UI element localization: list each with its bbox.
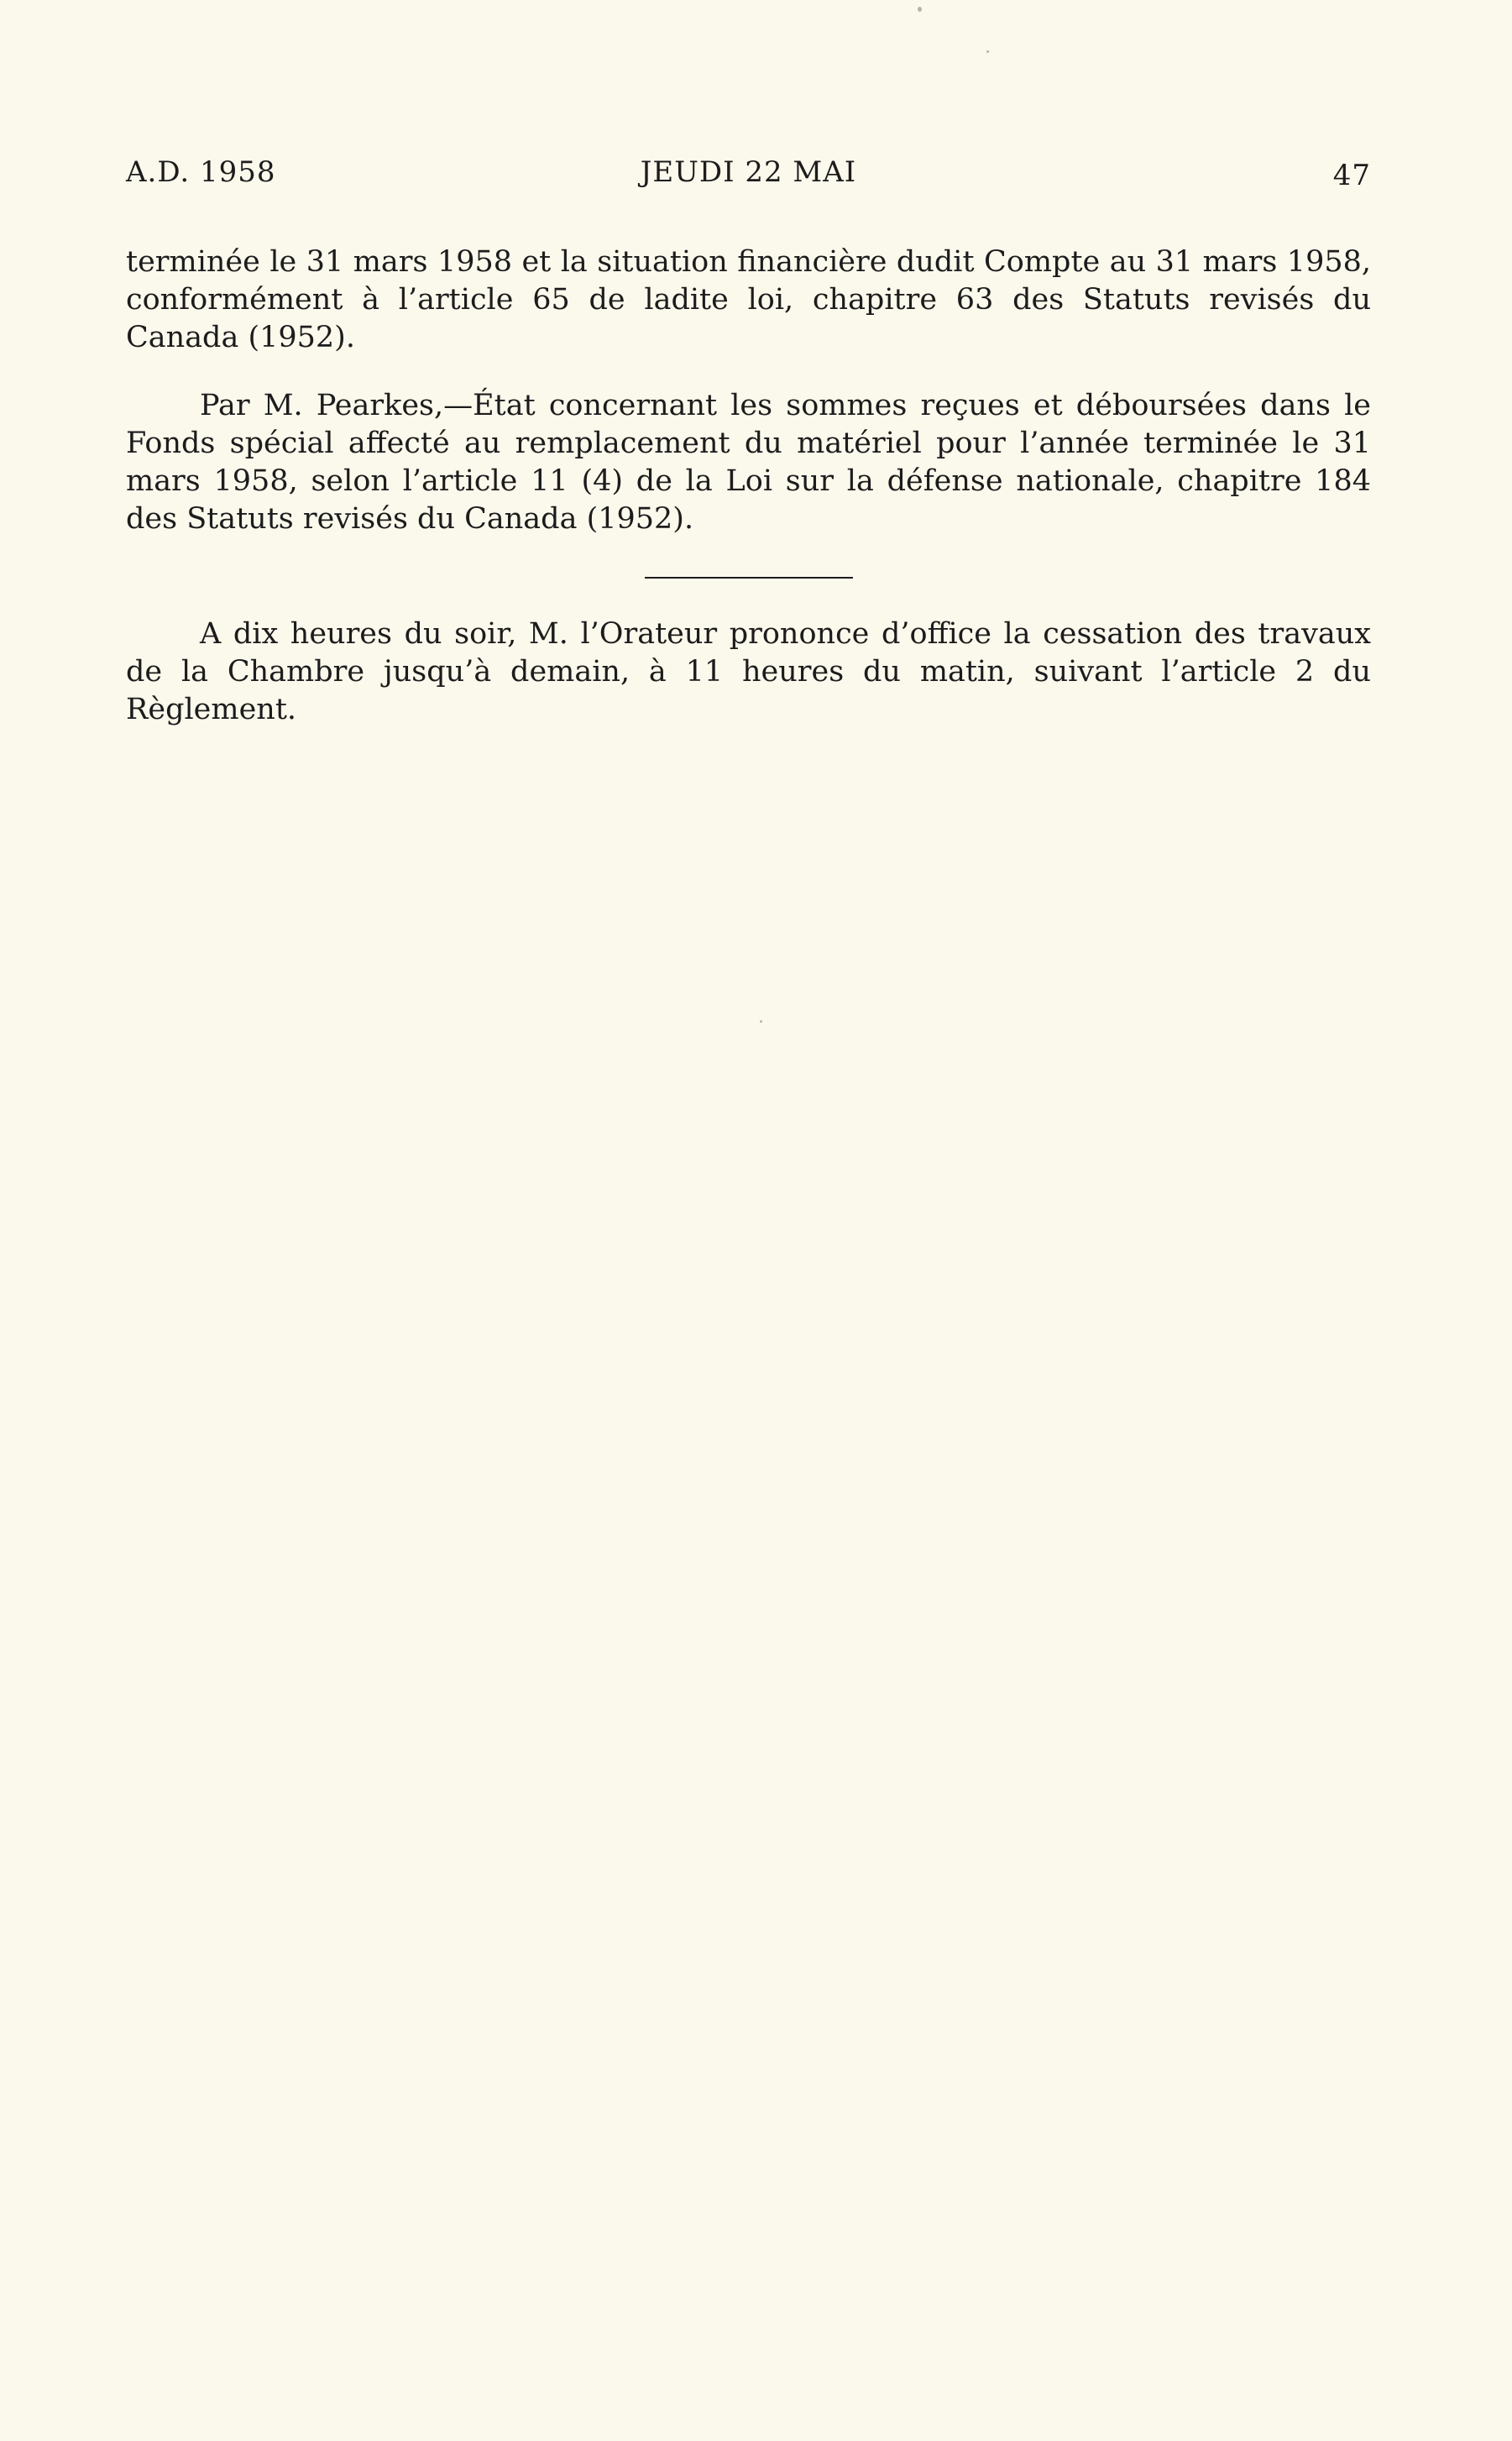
paragraph-pearkes-statement: Par M. Pearkes,—État concernant les sommes reçues et déboursées dans le Fonds spécial affecté au remplacement du matériel pour l’année terminée le 31 mars 1958, selon l’article 11 (4) de la Loi sur la défense nationale, chapitre 184 des Statuts revisés du Canada (1952).	[126, 389, 1371, 536]
paper-speck	[918, 7, 922, 12]
section-divider	[645, 577, 853, 579]
paper-speck	[986, 50, 989, 53]
paragraph-continuation: terminée le 31 mars 1958 et la situation financière dudit Compte au 31 mars 1958, conformément à l’article 65 de ladite loi, chapitre 63 des Statuts revisés du Canada (1952).	[126, 245, 1371, 354]
document-body	[126, 244, 1371, 729]
paragraph-adjournment: A dix heures du soir, M. l’Orateur prononce d’office la cessation des travaux de la Chambre jusqu’à demain, à 11 heures du matin, suivant l’article 2 du Règlement.	[126, 617, 1371, 726]
paper-speck	[760, 1020, 762, 1023]
header-year: A.D. 1958	[126, 155, 276, 189]
page-number: 47	[1332, 159, 1371, 192]
header-date: JEUDI 22 MAI	[640, 155, 857, 189]
running-header	[126, 155, 1371, 197]
